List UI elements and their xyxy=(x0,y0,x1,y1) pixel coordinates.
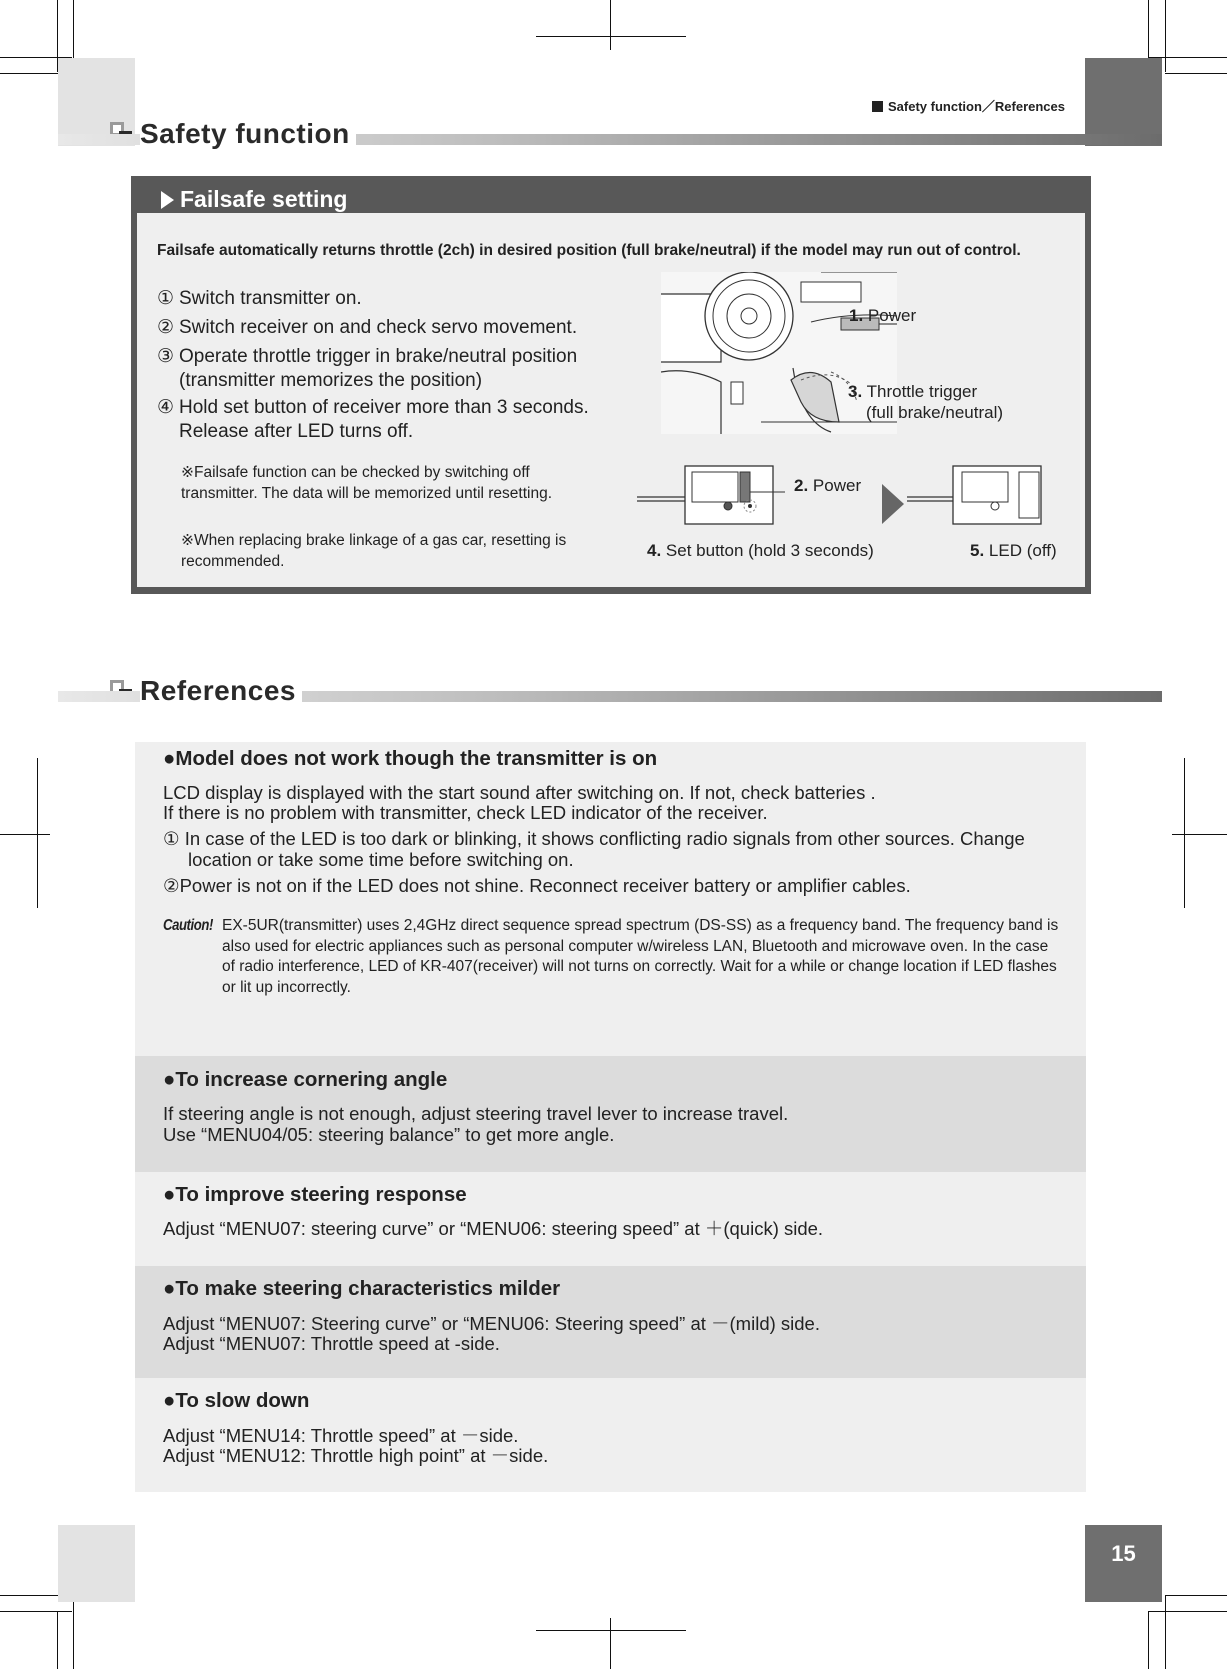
crop-mark xyxy=(73,0,74,58)
reference-heading: ●To slow down xyxy=(163,1389,310,1412)
reference-heading: ●To improve steering response xyxy=(163,1183,467,1206)
failsafe-heading-text: Failsafe setting xyxy=(180,186,348,212)
reference-heading: ●To increase cornering angle xyxy=(163,1068,448,1091)
step-text: Switch receiver on and check servo movement. xyxy=(179,317,578,338)
label-text: LED (off) xyxy=(988,541,1057,560)
receiver-led-off-illustration xyxy=(907,458,1067,528)
label-number: 4. xyxy=(647,541,662,560)
label-text: Throttle trigger xyxy=(866,382,978,401)
reference-line: If there is no problem with transmitter, check LED indicator of the receiver. xyxy=(163,802,768,823)
step-text: Switch transmitter on. xyxy=(179,288,362,309)
label-power-2 xyxy=(794,476,861,496)
label-number: 5. xyxy=(970,541,985,560)
reference-section xyxy=(135,742,1086,1056)
crop-mark xyxy=(1172,834,1227,835)
crop-mark xyxy=(73,1596,74,1669)
reference-line: Adjust “MENU14: Throttle speed” at －side. xyxy=(163,1425,519,1446)
running-header-text: Safety function／References xyxy=(888,99,1065,114)
reference-section xyxy=(135,1378,1086,1492)
running-header xyxy=(872,96,1065,115)
label-number: 2. xyxy=(794,476,809,495)
crop-mark xyxy=(37,758,38,908)
reference-line: LCD display is displayed with the start sound after switching on. If not, check batteries . xyxy=(163,782,876,803)
step-number: ② xyxy=(157,317,175,338)
reference-line: If steering angle is not enough, adjust steering travel lever to increase travel. xyxy=(163,1103,789,1124)
crop-mark xyxy=(57,1611,58,1669)
step-4 xyxy=(157,396,589,444)
crop-mark xyxy=(0,73,58,74)
caution-text: EX-5UR(transmitter) uses 2,4GHz direct sequence spread spectrum (DS-SS) as a frequency band. The frequency band is also used for electric appliances such as personal computer w/wireless LAN, Bluetooth and microwave oven. In the case of radio interference, LED of KR-407(receiver) will not turns on correctly. Wait for a while or change location if LED flashes or lit up incorrectly. xyxy=(222,917,1059,996)
reference-section xyxy=(135,1266,1086,1378)
square-bullet-icon xyxy=(872,101,883,112)
label-text: Set button (hold 3 seconds) xyxy=(665,541,874,560)
failsafe-note: ※When replacing brake linkage of a gas car, resetting is recommended. xyxy=(181,532,567,570)
reference-item: ②Power is not on if the LED does not shine. Reconnect receiver battery or amplifier cables. xyxy=(163,875,911,896)
step-number: ① xyxy=(157,288,175,309)
crop-mark xyxy=(0,1595,58,1596)
crop-mark xyxy=(1165,0,1166,72)
failsafe-panel xyxy=(131,176,1091,594)
step-subtext: Release after LED turns off. xyxy=(179,421,414,442)
failsafe-intro: Failsafe automatically returns throttle (2ch) in desired position (full brake/neutral) if the model may run out of control. xyxy=(157,242,1021,259)
step-number: ③ xyxy=(157,346,175,367)
label-set-button xyxy=(647,541,874,561)
failsafe-heading xyxy=(137,182,1085,217)
crop-mark xyxy=(1148,1611,1227,1612)
transmitter-illustration xyxy=(661,272,897,434)
reference-section xyxy=(135,1172,1086,1266)
play-triangle-icon xyxy=(161,191,174,209)
failsafe-note: ※Failsafe function can be checked by switching off transmitter. The data will be memorized until resetting. xyxy=(181,464,553,502)
label-throttle-trigger-sub: (full brake/neutral) xyxy=(866,403,1004,422)
label-text: Power xyxy=(812,476,862,495)
section-title: Safety function xyxy=(140,118,356,150)
label-power-1 xyxy=(849,306,916,326)
step-text: Operate throttle trigger in brake/neutral position xyxy=(179,346,578,367)
crop-mark xyxy=(0,834,50,835)
reference-item: ① In case of the LED is too dark or blinking, it shows conflicting radio signals from other sources. Change location or take some time before switching on. xyxy=(163,828,1025,870)
crop-mark xyxy=(1148,1611,1149,1669)
reference-heading: ●Model does not work though the transmitter is on xyxy=(163,747,658,770)
section-title: References xyxy=(140,675,302,707)
crop-mark xyxy=(610,1618,611,1669)
crop-mark xyxy=(0,1611,72,1612)
label-throttle-trigger xyxy=(848,382,977,402)
step-2 xyxy=(157,316,577,340)
reference-line: Adjust “MENU07: steering curve” or “MENU06: steering speed” at ＋(quick) side. xyxy=(163,1218,824,1239)
reference-line: Use “MENU04/05: steering balance” to get more angle. xyxy=(163,1124,615,1145)
corner-block xyxy=(58,1525,135,1602)
crop-mark xyxy=(1165,1596,1166,1669)
step-subtext: (transmitter memorizes the position) xyxy=(179,370,483,391)
crop-mark xyxy=(1148,0,1149,58)
crop-mark xyxy=(536,36,686,37)
crop-mark xyxy=(1165,73,1227,74)
crop-mark xyxy=(1184,758,1185,908)
corner-block xyxy=(1085,58,1162,146)
label-number: 3. xyxy=(848,382,863,401)
step-3 xyxy=(157,345,577,393)
step-text: Hold set button of receiver more than 3 seconds. xyxy=(179,397,589,418)
crop-mark xyxy=(610,0,611,50)
reference-line: Adjust “MENU12: Throttle high point” at －side. xyxy=(163,1445,549,1466)
reference-heading: ●To make steering characteristics milder xyxy=(163,1277,561,1300)
step-1 xyxy=(157,287,362,311)
page-number: 15 xyxy=(1085,1525,1162,1602)
label-led xyxy=(970,541,1057,561)
reference-line: Adjust “MENU07: Steering curve” or “MENU06: Steering speed” at －(mild) side. xyxy=(163,1313,820,1334)
receiver-illustration xyxy=(637,458,785,528)
step-number: ④ xyxy=(157,397,175,418)
label-number: 1. xyxy=(849,306,864,325)
crop-mark xyxy=(1165,1595,1227,1596)
label-text: Power xyxy=(867,306,917,325)
reference-section xyxy=(135,1056,1086,1172)
crop-mark xyxy=(536,1630,686,1631)
caution-label: Caution! xyxy=(163,917,213,934)
arrow-right-icon xyxy=(882,484,904,524)
failsafe-content xyxy=(137,213,1085,587)
reference-line: Adjust “MENU07: Throttle speed at -side. xyxy=(163,1333,500,1354)
